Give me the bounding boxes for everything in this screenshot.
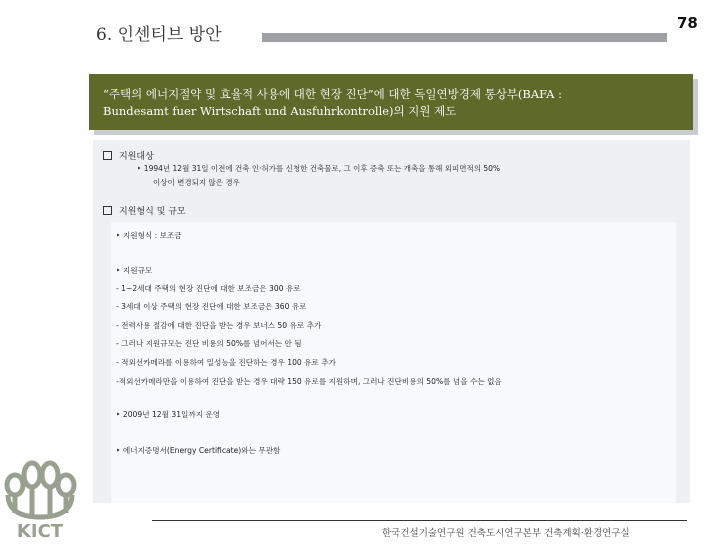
footer-line [152,520,687,521]
section-heading-text: 지원형식 및 규모 [119,207,186,217]
content-box [93,140,690,503]
section-heading-text: 지원대상 [119,152,154,162]
eligibility-line-1: ‣ 1994년 12월 31일 이전에 건축 인·허가를 신청한 건축물로, 그 이후 증축 또는 개축을 통해 외피면적의 50% [137,164,500,173]
list-item: - 전력사용 절감에 대한 진단을 받는 경우 보너스 50 유로 추가 [116,321,322,330]
list-item: - 1~2세대 주택의 현장 진단에 대한 보조금은 300 유로 [116,284,301,293]
section-support-heading [103,204,186,217]
header-bar [262,33,667,42]
kict-logo-text: KICT [16,521,64,540]
list-item: - 그러나 지원규모는 진단 비용의 50%를 넘어서는 안 됨 [116,339,302,348]
checkbox-bullet-icon [103,206,112,215]
footer-text: 한국건설기술연구원 건축도시연구본부 건축계획·환경연구실 [382,528,630,539]
list-item: ‣ 지원형식 : 보조금 [116,231,182,240]
kict-logo-icon [0,455,80,540]
page-number: 78 [677,14,698,32]
checkbox-bullet-icon [103,151,112,160]
eligibility-line-2: 이상이 변경되지 않은 경우 [153,178,240,187]
banner-line-2: Bundesamt fuer Wirtschaft und Ausfuhrkontrolle)의 지원 제도 [103,104,457,118]
list-item: -적외선카메라만을 이용하여 진단을 받는 경우 대략 150 유로를 지원하며, 그러나 진단비용의 50%를 넘을 수는 없음 [116,377,502,386]
list-item: ‣ 지원규모 [116,266,153,275]
list-item: ‣ 에너지증명서(Energy Certificate)와는 무관함 [116,446,281,455]
list-item: - 적외선카메라를 이용하여 밀성능을 진단하는 경우 100 유로 추가 [116,358,336,367]
list-item: - 3세대 이상 주택의 현장 진단에 대한 보조금은 360 유로 [116,302,307,311]
title-banner [89,74,693,130]
support-details-box [111,222,676,503]
banner-text [103,86,683,120]
section-eligibility-heading [103,149,154,162]
kict-logo [0,455,80,540]
page-title: 6. 인센티브 방안 [96,25,222,45]
banner-line-1: “주택의 에너지절약 및 효율적 사용에 대한 현장 진단”에 대한 독일연방경제 통상부(BAFA : [103,87,562,101]
list-item: ‣ 2009년 12월 31일까지 운영 [116,410,221,419]
